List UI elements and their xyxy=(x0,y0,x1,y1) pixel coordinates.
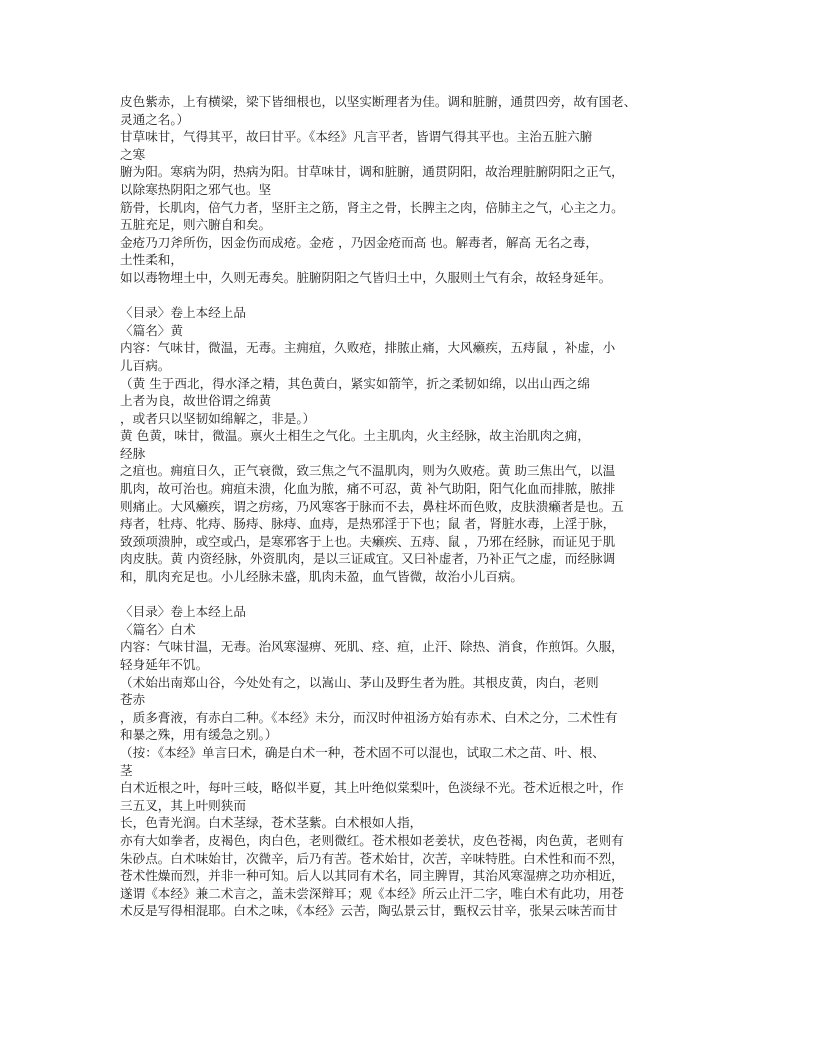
text-line: 肌肉，故可治也。痈疽未溃，化血为脓，痛不可忍，黄 补气助阳，阳气化血而排脓，脓排 xyxy=(120,481,616,497)
text-line: （按：《本经》单言曰术，确是白术一种，苍术固不可以混也，试取二术之苗、叶、根、 xyxy=(120,744,605,760)
text-line: 之寒 xyxy=(120,146,146,162)
text-line: 和，肌肉充足也。小儿经脉未盛，肌肉未盈，血气皆微，故治小儿百病。 xyxy=(120,569,523,585)
text-line: 长，色青光润。白术茎绿，苍术茎紫。白术根如人指， xyxy=(120,815,423,831)
text-line: 内容：气味甘，微温，无毒。主痈疽，久败疮，排脓止痛，大风癞疾，五痔鼠 ，补虚，小 xyxy=(120,340,616,356)
text-line: 甘草味甘，气得其平，故曰甘平。《本经》凡言平者，皆谓气得其平也。主治五脏六腑 xyxy=(120,129,593,145)
text-line: 儿百病。 xyxy=(120,357,171,373)
text-line: 内容：气味甘温，无毒。治风寒湿痹、死肌、痉、疸，止汗、除热、消食，作煎饵。久服， xyxy=(120,639,624,655)
text-line: 术反是写得相混耶。白术之味，《本经》云苦，陶弘景云甘，甄权云甘辛，张杲云味苦而甘 xyxy=(120,903,618,919)
text-line: 〈目录〉卷上本经上品 xyxy=(120,604,246,620)
blank-line xyxy=(120,586,696,604)
text-line: 腑为阳。寒病为阴，热病为阳。甘草味甘，调和脏腑，通贯阴阳，故治理脏腑阴阳之正气， xyxy=(120,164,624,180)
text-line: 〈篇名〉黄 xyxy=(120,322,183,338)
document-page xyxy=(120,93,696,920)
text-line: 苍赤 xyxy=(120,692,146,708)
text-line: 〈篇名〉白术 xyxy=(120,621,196,637)
text-line: 以除寒热阴阳之邪气也。坚 xyxy=(120,181,272,197)
text-line: 金疮乃刀斧所伤，因金伤而成疮。金疮 ，乃因金疮而高 也。解毒者，解高 无名之毒， xyxy=(120,234,598,250)
text-line: 亦有大如拳者，皮褐色，肉白色，老则微红。苍术根如老姜状，皮色苍褐，肉色黄，老则有 xyxy=(120,832,624,848)
text-line: 皮色紫赤，上有横梁，梁下皆细根也，以坚实断理者为佳。调和脏腑，通贯四旁，故有国老、 xyxy=(120,94,637,109)
text-line: 茎 xyxy=(120,762,133,778)
text-line: 轻身延年不饥。 xyxy=(120,657,209,672)
blank-line xyxy=(120,287,696,305)
text-line: 肉皮肤。黄 内资经脉，外资肌肉，是以三证咸宜。又曰补虚者，乃补正气之虚，而经脉调 xyxy=(120,551,616,567)
text-line: 致颈项溃肿，或空或凸，是寒邪客于上也。夫癞疾、五痔、鼠 ，乃邪在经脉，而证见于肌 xyxy=(120,533,616,549)
text-line: 〈目录〉卷上本经上品 xyxy=(120,305,246,321)
text-line: 上者为良，故世俗谓之绵黄 xyxy=(120,393,272,409)
text-line: 如以毒物埋土中，久则无毒矣。脏腑阴阳之气皆归土中，久服则土气有余，故轻身延年。 xyxy=(120,269,612,285)
text-line: （黄 生于西北，得水泽之精，其色黄白，紧实如箭竿，折之柔韧如绵，以出山西之绵 xyxy=(120,375,590,391)
text-line: 遂谓《本经》兼二术言之，盖未尝深辩耳；观《本经》所云止汗二字，唯白术有此功，用苍 xyxy=(120,885,624,901)
text-line: 土性柔和， xyxy=(120,252,183,268)
text-line: ，或者只以坚韧如绵解之，非是。） xyxy=(120,410,316,426)
text-line: 朱砂点。白术味始甘，次微辛，后乃有苦。苍术始甘，次苦，辛味特胜。白术性和而不烈， xyxy=(120,850,624,866)
text-line: 三五叉，其上叶则狭而 xyxy=(120,797,246,813)
text-line: 痔者，牡痔、牝痔、肠痔、脉痔、血痔，是热邪淫于下也；鼠 者，肾脏水毒，上淫于脉， xyxy=(120,516,616,532)
text-line: 白术近根之叶，每叶三岐，略似半夏，其上叶绝似棠梨叶，色淡绿不光。苍术近根之叶，作 xyxy=(120,780,624,796)
text-line: 五脏充足，则六腑自和矣。 xyxy=(120,217,272,233)
text-line: 灵通之名。） xyxy=(120,111,190,127)
text-line: （术始出南郑山谷，今处处有之，以嵩山、茅山及野生者为胜。其根皮黄，肉白，老则 xyxy=(120,674,599,690)
text-line: 筋骨，长肌肉，倍气力者，坚肝主之筋，肾主之骨，长脾主之肉，倍肺主之气，心主之力。 xyxy=(120,199,624,215)
text-line: 之疽也。痈疽日久，正气衰微，致三焦之气不温肌肉，则为久败疮。黄 助三焦出气，以温 xyxy=(120,463,616,479)
text-line: 经脉 xyxy=(120,445,146,461)
text-line: 和暴之殊，用有缓急之别。） xyxy=(120,727,278,743)
text-line: 则痛止。大风癞疾，谓之疠疡，乃风寒客于脉而不去，鼻柱坏而色败，皮肤溃癞者是也。五 xyxy=(120,498,624,514)
text-line: ，质多膏液，有赤白二种。《本经》未分，而汉时仲祖汤方始有赤术、白术之分，二术性有 xyxy=(120,709,618,725)
text-line: 黄 色黄，味甘，微温。禀火土相生之气化。土主肌肉，火主经脉，故主治肌肉之痈， xyxy=(120,428,590,444)
text-line: 苍术性燥而烈，并非一种可知。后人以其同有术名，同主脾胃，其治风寒湿痹之功亦相近， xyxy=(120,868,624,884)
